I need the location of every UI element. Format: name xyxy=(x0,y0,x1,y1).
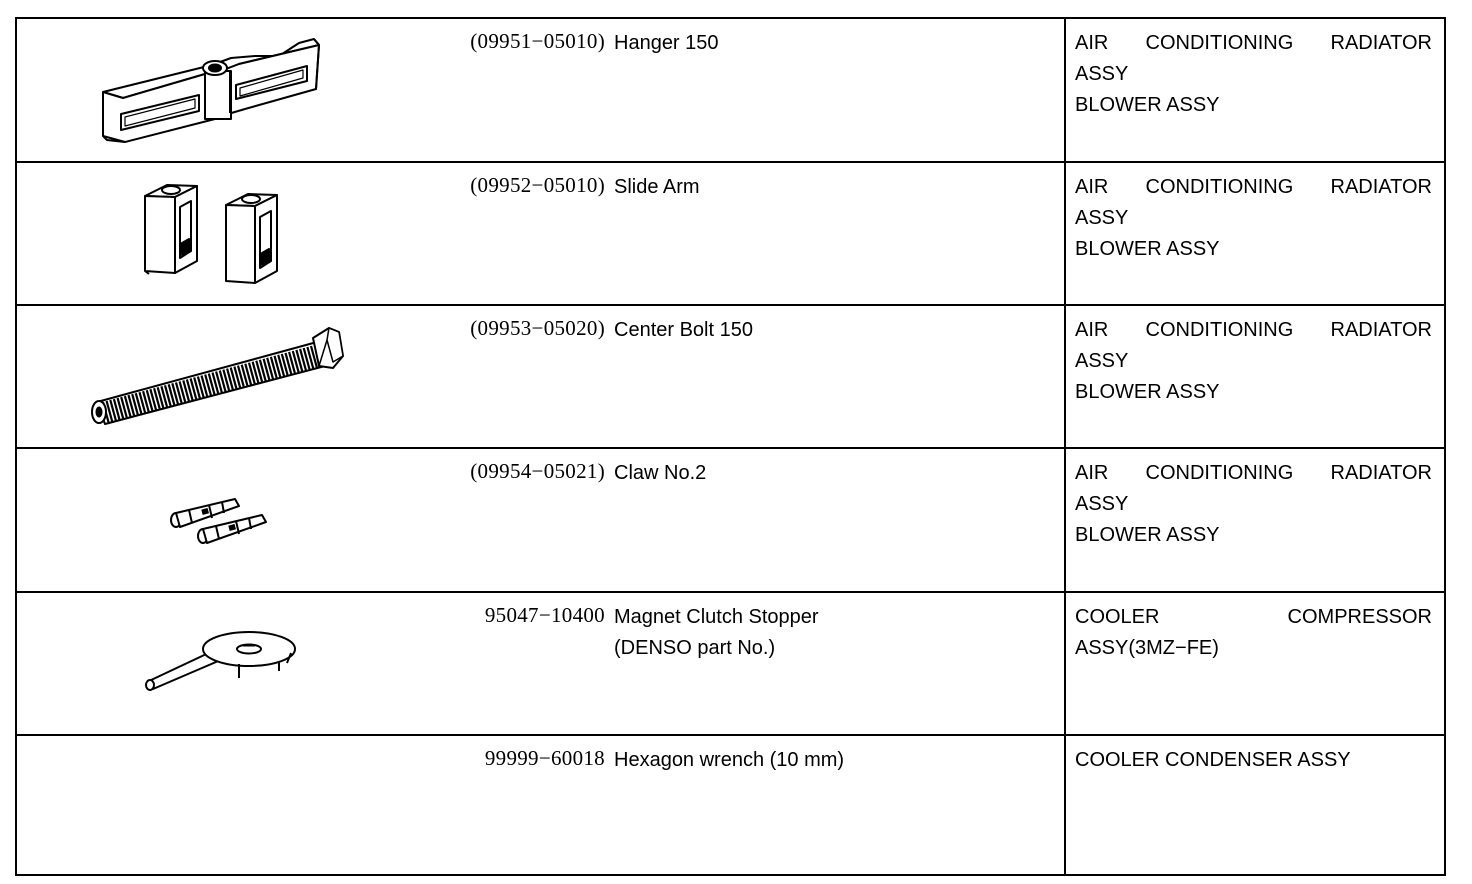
usage-word: AIR xyxy=(1075,462,1109,484)
usage-word: CONDITIONING xyxy=(1145,462,1294,484)
part-name-line: Center Bolt 150 xyxy=(614,319,753,341)
part-number: (09952−05010) xyxy=(470,173,605,197)
usage-cell xyxy=(1075,745,1432,776)
usage-line: BLOWER ASSY xyxy=(1075,238,1220,260)
part-number: (09951−05010) xyxy=(470,29,605,53)
usage-line: ASSY xyxy=(1075,350,1129,372)
part-name xyxy=(614,315,1054,346)
table-row xyxy=(17,736,1444,876)
table-row xyxy=(17,306,1444,449)
part-name xyxy=(614,172,1054,203)
usage-word: RADIATOR xyxy=(1330,319,1432,341)
part-number: 95047−10400 xyxy=(484,603,605,627)
usage-line xyxy=(1075,28,1432,59)
usage-line xyxy=(1075,458,1432,489)
usage-line: BLOWER ASSY xyxy=(1075,524,1220,546)
illustration-empty xyxy=(17,736,417,876)
table-row xyxy=(17,593,1444,736)
usage-line: ASSY xyxy=(1075,63,1129,85)
usage-line: ASSY xyxy=(1075,493,1129,515)
slide-arm-icon xyxy=(17,163,417,303)
part-number: (09954−05021) xyxy=(470,459,605,483)
part-name-line: Magnet Clutch Stopper xyxy=(614,606,819,628)
sst-table xyxy=(15,17,1446,876)
part-name-line: (DENSO part No.) xyxy=(614,637,776,659)
usage-word: AIR xyxy=(1075,176,1109,198)
usage-line: BLOWER ASSY xyxy=(1075,94,1220,116)
usage-line: ASSY xyxy=(1075,207,1129,229)
part-number: (09953−05020) xyxy=(470,316,605,340)
usage-cell xyxy=(1075,172,1432,265)
usage-word: AIR xyxy=(1075,32,1109,54)
part-name-line: Slide Arm xyxy=(614,176,700,198)
usage-word: CONDITIONING xyxy=(1145,32,1294,54)
usage-word: AIR xyxy=(1075,319,1109,341)
usage-word: COMPRESSOR xyxy=(1287,606,1432,628)
usage-line: ASSY(3MZ−FE) xyxy=(1075,637,1219,659)
part-name xyxy=(614,458,1054,489)
part-name-line: Hanger 150 xyxy=(614,32,719,54)
usage-word: RADIATOR xyxy=(1330,462,1432,484)
usage-cell xyxy=(1075,315,1432,408)
part-name xyxy=(614,602,1054,664)
usage-word: RADIATOR xyxy=(1330,176,1432,198)
usage-word: CONDITIONING xyxy=(1145,319,1294,341)
table-row xyxy=(17,19,1444,163)
part-name xyxy=(614,28,1054,59)
part-name-line: Claw No.2 xyxy=(614,462,707,484)
usage-word: COOLER xyxy=(1075,606,1160,628)
part-number: 99999−60018 xyxy=(484,746,605,770)
usage-cell xyxy=(1075,602,1432,664)
magnet-clutch-stopper-icon xyxy=(17,593,417,733)
hanger-icon xyxy=(17,19,417,159)
usage-word: CONDITIONING xyxy=(1145,176,1294,198)
usage-cell xyxy=(1075,458,1432,551)
claw-icon xyxy=(17,449,417,589)
usage-line: COOLER CONDENSER ASSY xyxy=(1075,749,1351,771)
table-row xyxy=(17,163,1444,306)
part-name-line: Hexagon wrench (10 mm) xyxy=(614,749,845,771)
usage-line: BLOWER ASSY xyxy=(1075,381,1220,403)
usage-line xyxy=(1075,172,1432,203)
part-name xyxy=(614,745,1054,776)
usage-line xyxy=(1075,602,1432,633)
usage-line xyxy=(1075,315,1432,346)
usage-cell xyxy=(1075,28,1432,121)
table-row xyxy=(17,449,1444,593)
usage-word: RADIATOR xyxy=(1330,32,1432,54)
center-bolt-icon xyxy=(17,306,417,446)
